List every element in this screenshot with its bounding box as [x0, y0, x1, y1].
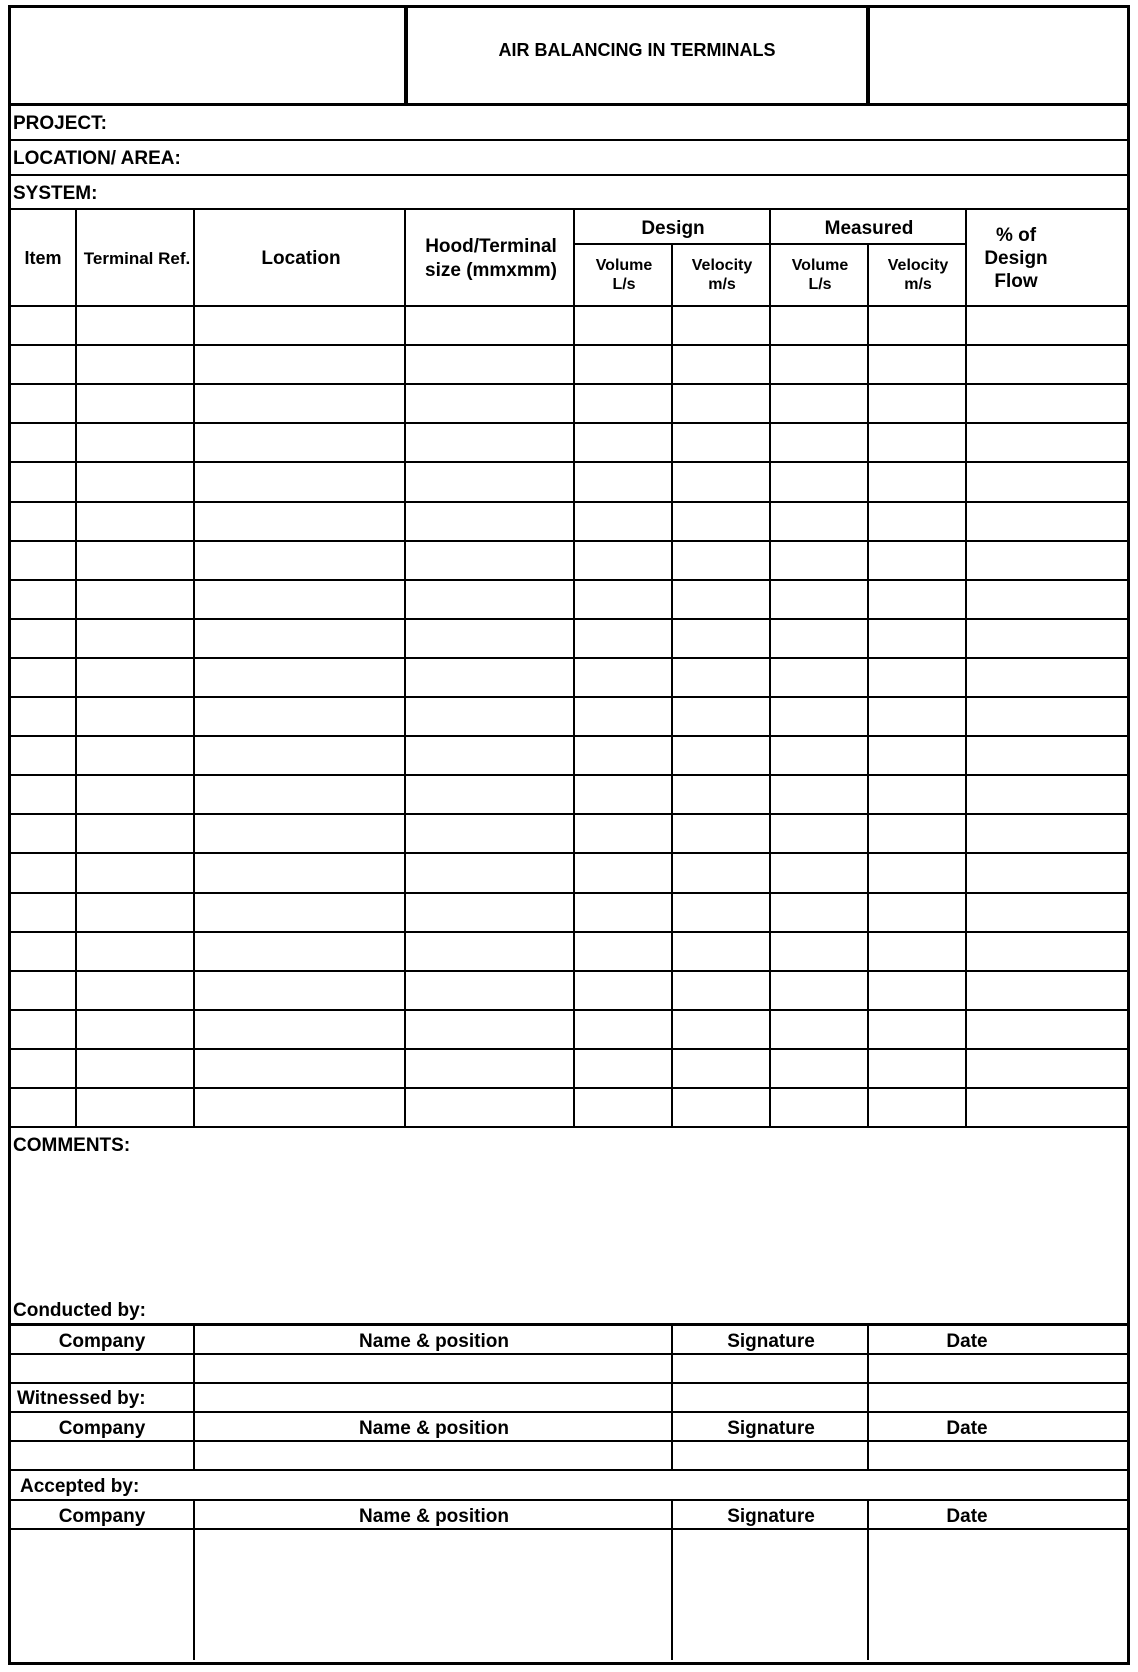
group-header-measured: Measured	[824, 218, 914, 239]
title-divider-right	[866, 8, 870, 106]
table-cell[interactable]	[77, 542, 193, 579]
table-cell[interactable]	[673, 385, 769, 422]
table-cell[interactable]	[869, 424, 965, 461]
table-cell[interactable]	[406, 815, 573, 852]
table-cell[interactable]	[575, 1089, 671, 1126]
conducted-date-header: Date	[946, 1331, 988, 1352]
table-cell[interactable]	[13, 503, 75, 540]
table-cell[interactable]	[77, 933, 193, 970]
col-header-design-velocity: Velocity	[691, 257, 753, 274]
table-cell[interactable]	[406, 698, 573, 735]
sign-column-rule	[867, 1382, 869, 1411]
table-cell[interactable]	[771, 581, 867, 618]
table-cell[interactable]	[575, 933, 671, 970]
table-cell[interactable]	[771, 1089, 867, 1126]
table-cell[interactable]	[13, 737, 75, 774]
table-cell[interactable]	[406, 385, 573, 422]
form-sheet	[8, 5, 1130, 1665]
table-cell[interactable]	[77, 776, 193, 813]
table-cell[interactable]	[406, 1050, 573, 1087]
table-row-rule	[11, 1126, 1127, 1128]
table-cell[interactable]	[406, 542, 573, 579]
table-cell[interactable]	[575, 581, 671, 618]
group-header-design: Design	[641, 218, 705, 239]
witnessed-signature-header: Signature	[727, 1418, 815, 1439]
table-cell[interactable]	[673, 659, 769, 696]
sign-entry-cell[interactable]	[673, 1355, 867, 1382]
table-cell[interactable]	[673, 1050, 769, 1087]
conducted-by-label: Conducted by:	[13, 1300, 146, 1321]
table-cell[interactable]	[77, 854, 193, 891]
table-cell[interactable]	[673, 463, 769, 500]
table-cell[interactable]	[77, 385, 193, 422]
table-cell[interactable]	[77, 463, 193, 500]
col-header-item: Item	[24, 248, 62, 268]
table-cell[interactable]	[406, 424, 573, 461]
col-header-pct-line2: Design	[984, 248, 1048, 269]
table-cell[interactable]	[771, 542, 867, 579]
table-cell[interactable]	[195, 1050, 404, 1087]
table-cell[interactable]	[575, 1050, 671, 1087]
table-cell[interactable]	[967, 424, 1127, 461]
table-cell[interactable]	[195, 424, 404, 461]
table-cell[interactable]	[771, 737, 867, 774]
table-cell[interactable]	[195, 1089, 404, 1126]
table-cell[interactable]	[771, 815, 867, 852]
table-cell[interactable]	[869, 542, 965, 579]
table-cell[interactable]	[967, 737, 1127, 774]
table-cell[interactable]	[771, 894, 867, 931]
table-cell[interactable]	[869, 698, 965, 735]
table-cell[interactable]	[195, 503, 404, 540]
table-cell[interactable]	[673, 894, 769, 931]
table-cell[interactable]	[869, 776, 965, 813]
location-area-label: LOCATION/ AREA:	[13, 148, 181, 169]
table-cell[interactable]	[406, 1011, 573, 1048]
project-label: PROJECT:	[13, 113, 107, 134]
table-cell[interactable]	[406, 972, 573, 1009]
table-cell[interactable]	[195, 854, 404, 891]
rule	[867, 243, 869, 305]
table-cell[interactable]	[406, 463, 573, 500]
sign-entry-cell[interactable]	[195, 1442, 671, 1469]
table-cell[interactable]	[673, 776, 769, 813]
table-cell[interactable]	[673, 1011, 769, 1048]
sign-entry-cell[interactable]	[195, 1530, 671, 1660]
sign-row-rule	[11, 1411, 1127, 1413]
col-header-design-volume: Volume	[595, 257, 653, 274]
table-cell[interactable]	[406, 933, 573, 970]
table-cell[interactable]	[575, 424, 671, 461]
table-cell[interactable]	[575, 972, 671, 1009]
table-cell[interactable]	[869, 1011, 965, 1048]
table-cell[interactable]	[869, 503, 965, 540]
table-cell[interactable]	[869, 1089, 965, 1126]
table-cell[interactable]	[13, 385, 75, 422]
rule	[11, 208, 1127, 210]
table-cell[interactable]	[406, 854, 573, 891]
table-cell[interactable]	[673, 307, 769, 344]
table-cell[interactable]	[869, 815, 965, 852]
accepted-signature-header: Signature	[727, 1506, 815, 1527]
table-cell[interactable]	[13, 424, 75, 461]
table-cell[interactable]	[13, 894, 75, 931]
table-cell[interactable]	[967, 581, 1127, 618]
table-cell[interactable]	[13, 1050, 75, 1087]
table-cell[interactable]	[673, 620, 769, 657]
table-cell[interactable]	[13, 1011, 75, 1048]
table-cell[interactable]	[967, 815, 1127, 852]
table-cell[interactable]	[771, 424, 867, 461]
table-cell[interactable]	[967, 1011, 1127, 1048]
table-cell[interactable]	[771, 698, 867, 735]
table-cell[interactable]	[771, 385, 867, 422]
table-cell[interactable]	[13, 815, 75, 852]
title-bottom-rule	[11, 103, 1127, 106]
table-cell[interactable]	[195, 581, 404, 618]
table-cell[interactable]	[869, 346, 965, 383]
table-cell[interactable]	[771, 1011, 867, 1048]
col-header-measured-velocity: Velocity	[887, 257, 949, 274]
table-cell[interactable]	[406, 503, 573, 540]
col-header-hood-line1: Hood/Terminal	[425, 236, 557, 257]
table-cell[interactable]	[575, 503, 671, 540]
table-cell[interactable]	[673, 1089, 769, 1126]
rule	[11, 1323, 1127, 1326]
table-cell[interactable]	[13, 307, 75, 344]
sign-column-rule	[671, 1382, 673, 1411]
table-cell[interactable]	[195, 737, 404, 774]
col-header-measured-volume-unit: L/s	[808, 276, 832, 293]
table-cell[interactable]	[195, 972, 404, 1009]
sign-entry-cell[interactable]	[869, 1355, 1127, 1382]
table-cell[interactable]	[575, 737, 671, 774]
table-cell[interactable]	[771, 659, 867, 696]
table-cell[interactable]	[673, 581, 769, 618]
table-cell[interactable]	[77, 737, 193, 774]
table-cell[interactable]	[77, 815, 193, 852]
conducted-company-header: Company	[58, 1331, 146, 1352]
table-cell[interactable]	[77, 307, 193, 344]
table-cell[interactable]	[869, 972, 965, 1009]
table-cell[interactable]	[195, 698, 404, 735]
table-cell[interactable]	[77, 503, 193, 540]
table-cell[interactable]	[575, 463, 671, 500]
table-cell[interactable]	[575, 385, 671, 422]
table-cell[interactable]	[967, 854, 1127, 891]
table-cell[interactable]	[195, 894, 404, 931]
sign-entry-cell[interactable]	[673, 1530, 867, 1660]
table-cell[interactable]	[195, 463, 404, 500]
table-cell[interactable]	[195, 815, 404, 852]
sign-entry-cell[interactable]	[869, 1442, 1127, 1469]
table-cell[interactable]	[673, 346, 769, 383]
witnessed-name-header: Name & position	[359, 1418, 509, 1439]
table-cell[interactable]	[195, 776, 404, 813]
table-cell[interactable]	[406, 581, 573, 618]
col-header-hood-line2: size (mmxmm)	[425, 260, 557, 281]
table-cell[interactable]	[869, 854, 965, 891]
accepted-by-label: Accepted by:	[20, 1476, 140, 1497]
table-cell[interactable]	[406, 737, 573, 774]
table-cell[interactable]	[195, 620, 404, 657]
sign-entry-cell[interactable]	[195, 1355, 671, 1382]
table-cell[interactable]	[869, 463, 965, 500]
table-cell[interactable]	[967, 894, 1127, 931]
col-header-measured-velocity-unit: m/s	[904, 276, 932, 293]
table-cell[interactable]	[13, 581, 75, 618]
table-cell[interactable]	[77, 698, 193, 735]
table-cell[interactable]	[13, 776, 75, 813]
table-cell[interactable]	[673, 503, 769, 540]
table-cell[interactable]	[77, 581, 193, 618]
col-header-design-velocity-unit: m/s	[708, 276, 736, 293]
sign-entry-cell[interactable]	[673, 1442, 867, 1469]
table-cell[interactable]	[13, 542, 75, 579]
table-cell[interactable]	[673, 737, 769, 774]
rule	[11, 139, 1127, 141]
table-cell[interactable]	[13, 1089, 75, 1126]
table-cell[interactable]	[575, 1011, 671, 1048]
table-cell[interactable]	[195, 542, 404, 579]
table-cell[interactable]	[869, 737, 965, 774]
col-header-measured-volume: Volume	[791, 257, 849, 274]
table-cell[interactable]	[967, 1050, 1127, 1087]
table-cell[interactable]	[869, 307, 965, 344]
table-cell[interactable]	[77, 424, 193, 461]
table-cell[interactable]	[77, 894, 193, 931]
table-cell[interactable]	[77, 346, 193, 383]
table-cell[interactable]	[77, 1089, 193, 1126]
sign-entry-cell[interactable]	[869, 1530, 1127, 1660]
table-cell[interactable]	[967, 776, 1127, 813]
table-cell[interactable]	[575, 854, 671, 891]
table-cell[interactable]	[673, 815, 769, 852]
table-cell[interactable]	[13, 698, 75, 735]
accepted-date-header: Date	[946, 1506, 988, 1527]
sign-entry-cell[interactable]	[13, 1530, 193, 1660]
table-cell[interactable]	[406, 894, 573, 931]
table-cell[interactable]	[869, 659, 965, 696]
table-cell[interactable]	[869, 1050, 965, 1087]
table-cell[interactable]	[673, 424, 769, 461]
table-cell[interactable]	[77, 659, 193, 696]
form-title: AIR BALANCING IN TERMINALS	[498, 40, 776, 60]
col-header-location: Location	[261, 248, 341, 269]
table-cell[interactable]	[77, 620, 193, 657]
table-cell[interactable]	[869, 385, 965, 422]
table-cell[interactable]	[13, 620, 75, 657]
table-cell[interactable]	[195, 307, 404, 344]
table-cell[interactable]	[13, 346, 75, 383]
table-cell[interactable]	[967, 503, 1127, 540]
table-cell[interactable]	[575, 815, 671, 852]
title-divider-left	[404, 8, 408, 106]
table-cell[interactable]	[771, 854, 867, 891]
table-cell[interactable]	[13, 933, 75, 970]
col-header-pct-line1: % of	[995, 225, 1037, 246]
table-cell[interactable]	[575, 346, 671, 383]
table-cell[interactable]	[575, 659, 671, 696]
table-cell[interactable]	[771, 972, 867, 1009]
witnessed-date-header: Date	[946, 1418, 988, 1439]
table-cell[interactable]	[77, 1011, 193, 1048]
table-cell[interactable]	[13, 854, 75, 891]
witnessed-company-header: Company	[58, 1418, 146, 1439]
table-cell[interactable]	[575, 620, 671, 657]
table-cell[interactable]	[869, 894, 965, 931]
table-cell[interactable]	[195, 659, 404, 696]
sign-row-rule	[11, 1499, 1127, 1501]
table-cell[interactable]	[406, 1089, 573, 1126]
table-cell[interactable]	[77, 972, 193, 1009]
comments-label: COMMENTS:	[13, 1135, 131, 1156]
table-cell[interactable]	[195, 346, 404, 383]
table-cell[interactable]	[406, 346, 573, 383]
table-cell[interactable]	[771, 307, 867, 344]
table-cell[interactable]	[673, 698, 769, 735]
table-cell[interactable]	[869, 581, 965, 618]
table-cell[interactable]	[575, 776, 671, 813]
table-cell[interactable]	[869, 620, 965, 657]
accepted-company-header: Company	[58, 1506, 146, 1527]
table-cell[interactable]	[195, 385, 404, 422]
table-cell[interactable]	[575, 542, 671, 579]
table-cell[interactable]	[967, 972, 1127, 1009]
accepted-name-header: Name & position	[359, 1506, 509, 1527]
table-cell[interactable]	[406, 307, 573, 344]
table-cell[interactable]	[575, 894, 671, 931]
table-cell[interactable]	[13, 463, 75, 500]
table-cell[interactable]	[575, 307, 671, 344]
sign-entry-cell[interactable]	[13, 1355, 193, 1382]
table-cell[interactable]	[575, 698, 671, 735]
table-cell[interactable]	[967, 346, 1127, 383]
table-cell[interactable]	[77, 1050, 193, 1087]
table-cell[interactable]	[967, 307, 1127, 344]
table-cell[interactable]	[967, 542, 1127, 579]
table-cell[interactable]	[967, 385, 1127, 422]
sign-entry-cell[interactable]	[13, 1442, 193, 1469]
col-header-pct-line3: Flow	[994, 271, 1038, 292]
table-cell[interactable]	[967, 620, 1127, 657]
col-header-design-volume-unit: L/s	[612, 276, 636, 293]
table-cell[interactable]	[406, 659, 573, 696]
table-cell[interactable]	[771, 503, 867, 540]
table-cell[interactable]	[967, 659, 1127, 696]
table-cell[interactable]	[771, 776, 867, 813]
table-cell[interactable]	[771, 346, 867, 383]
witnessed-by-label: Witnessed by:	[17, 1388, 146, 1409]
table-cell[interactable]	[771, 463, 867, 500]
system-label: SYSTEM:	[13, 183, 98, 204]
table-cell[interactable]	[869, 933, 965, 970]
table-cell[interactable]	[771, 933, 867, 970]
table-cell[interactable]	[195, 1011, 404, 1048]
table-cell[interactable]	[673, 972, 769, 1009]
sign-row-rule	[193, 1382, 1127, 1384]
sign-row-rule	[11, 1469, 1127, 1471]
table-cell[interactable]	[673, 542, 769, 579]
table-cell[interactable]	[967, 463, 1127, 500]
table-cell[interactable]	[13, 972, 75, 1009]
conducted-name-header: Name & position	[359, 1331, 509, 1352]
table-cell[interactable]	[771, 620, 867, 657]
table-cell[interactable]	[13, 659, 75, 696]
table-cell[interactable]	[967, 698, 1127, 735]
col-header-terminal-ref: Terminal Ref.	[83, 249, 191, 268]
rule	[11, 174, 1127, 176]
rule	[671, 243, 673, 305]
table-cell[interactable]	[406, 620, 573, 657]
table-cell[interactable]	[406, 776, 573, 813]
table-cell[interactable]	[673, 933, 769, 970]
conducted-signature-header: Signature	[727, 1331, 815, 1352]
table-cell[interactable]	[195, 933, 404, 970]
table-cell[interactable]	[673, 854, 769, 891]
table-cell[interactable]	[967, 1089, 1127, 1126]
table-cell[interactable]	[967, 933, 1127, 970]
table-cell[interactable]	[771, 1050, 867, 1087]
sign-column-rule	[193, 1382, 195, 1411]
